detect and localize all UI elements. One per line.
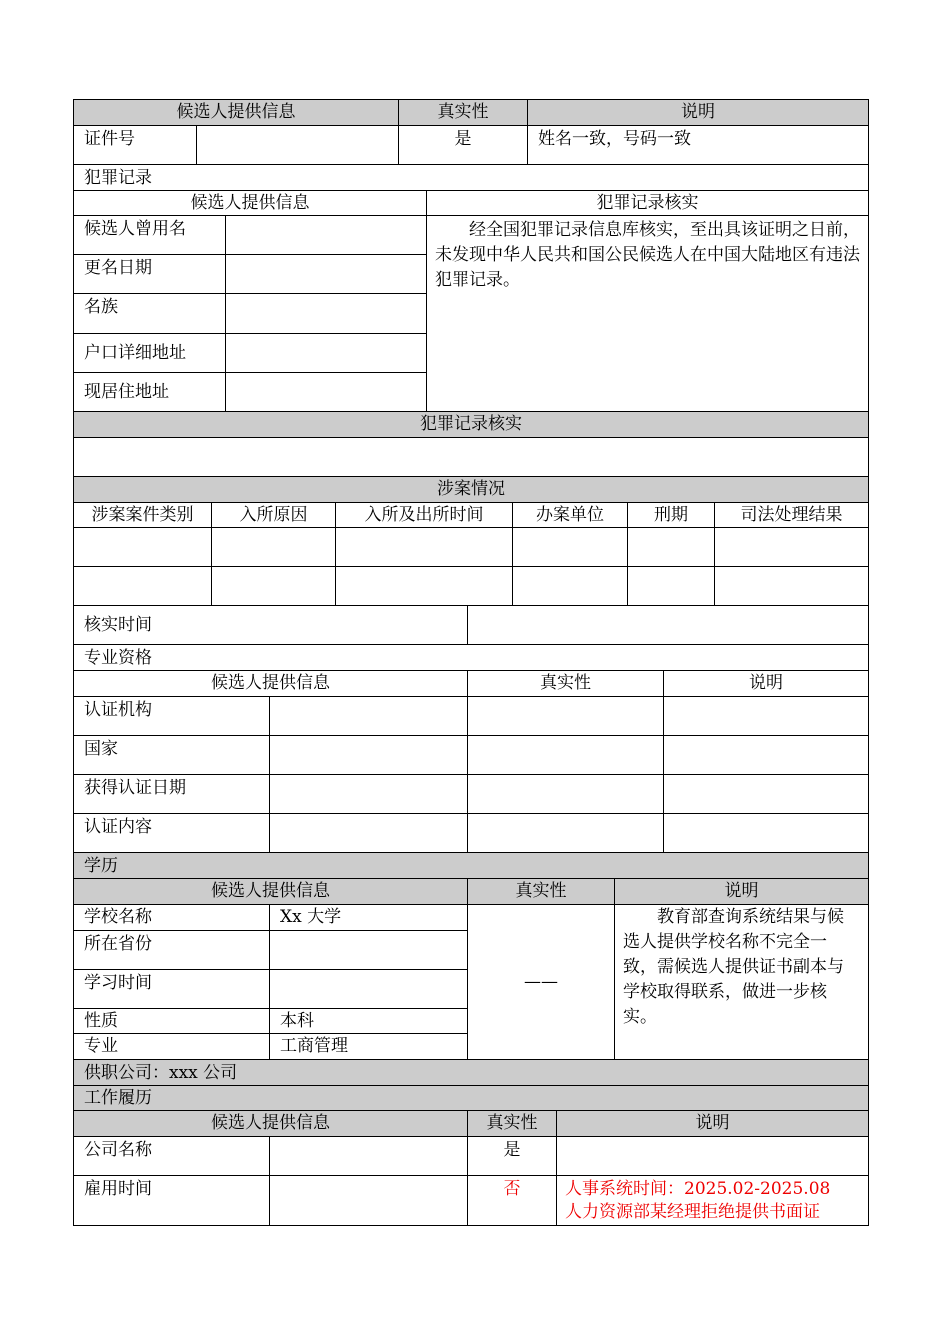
qualification-header-provided: 候选人提供信息 [73,670,468,697]
qualification-title: 专业资格 [73,644,869,671]
cert-content-note [663,813,869,853]
id-authenticity: 是 [398,125,528,165]
employment-period-authenticity: 否 [467,1175,557,1226]
cert-content-value [269,813,468,853]
education-title: 学历 [73,852,869,879]
ethnicity-value [225,293,427,334]
cert-authority-note [663,696,869,736]
cert-country-authenticity [467,735,664,775]
case-row-2-category [73,566,212,606]
id-note: 姓名一致，号码一致 [527,125,869,165]
case-row-2-sentence [627,566,715,606]
company-name-note [556,1136,869,1176]
case-row-2-reason [211,566,336,606]
case-row-1-unit [512,527,628,567]
identity-header-provided: 候选人提供信息 [73,99,399,126]
criminal-verification-text: 经全国犯罪记录信息库核实，至出具该证明之日前，未发现中华人民共和国公民候选人在中国大陆地区有违法犯罪记录。 [426,215,869,412]
case-involvement-title: 涉案情况 [73,476,869,503]
criminal-verify-bar: 犯罪记录核实 [73,411,869,438]
cert-authority-authenticity [467,696,664,736]
cert-date-note [663,774,869,814]
criminal-header-verify: 犯罪记录核实 [426,190,869,216]
province-value [269,930,468,970]
case-row-1-result [714,527,869,567]
study-period-value [269,969,468,1009]
cert-authority-value [269,696,468,736]
province-label: 所在省份 [73,930,270,970]
rename-date-label: 更名日期 [73,254,226,294]
cert-date-value [269,774,468,814]
criminal-record-title: 犯罪记录 [73,164,869,191]
work-header-authenticity: 真实性 [467,1110,557,1137]
education-header-note: 说明 [614,878,869,905]
current-address-label: 现居住地址 [73,372,226,412]
cert-country-value [269,735,468,775]
identity-header-note: 说明 [527,99,869,126]
education-header-provided: 候选人提供信息 [73,878,468,905]
employment-period-label: 雇用时间 [73,1175,270,1226]
education-authenticity-text: —— [524,972,558,992]
ethnicity-label: 名族 [73,293,226,334]
employer-bar: 供职公司：xxx 公司 [73,1059,869,1086]
major-value: 工商管理 [269,1033,468,1060]
work-header-note: 说明 [556,1110,869,1137]
criminal-verify-content [73,437,869,477]
cert-country-note [663,735,869,775]
cert-date-label: 获得认证日期 [73,774,270,814]
case-col-unit: 办案单位 [512,502,628,528]
household-address-value [225,333,427,373]
case-row-2-time [335,566,513,606]
employment-note-line-2: 人力资源部某经理拒绝提供书面证 [565,1202,820,1222]
id-number-value [196,125,399,165]
rename-date-value [225,254,427,294]
cert-authority-label: 认证机构 [73,696,270,736]
education-authenticity [467,904,615,1060]
cert-content-label: 认证内容 [73,813,270,853]
qualification-header-note: 说明 [663,670,869,697]
case-row-2-unit [512,566,628,606]
case-col-time: 入所及出所时间 [335,502,513,528]
identity-header-authenticity: 真实性 [398,99,528,126]
id-number-label: 证件号 [73,125,197,165]
household-address-label: 户口详细地址 [73,333,226,373]
current-address-value [225,372,427,412]
major-label: 专业 [73,1033,270,1060]
case-col-category: 涉案案件类别 [73,502,212,528]
verify-time-value [467,605,869,645]
criminal-header-provided: 候选人提供信息 [73,190,427,216]
former-name-value [225,215,427,255]
case-row-1-category [73,527,212,567]
case-col-sentence: 刑期 [627,502,715,528]
case-row-2-result [714,566,869,606]
work-history-title: 工作履历 [73,1085,869,1111]
education-header-authenticity: 真实性 [467,878,615,905]
former-name-label: 候选人曾用名 [73,215,226,255]
employment-period-value [269,1175,468,1226]
cert-country-label: 国家 [73,735,270,775]
cert-content-authenticity [467,813,664,853]
verify-time-label: 核实时间 [73,605,468,645]
case-col-reason: 入所原因 [211,502,336,528]
cert-date-authenticity [467,774,664,814]
school-name-label: 学校名称 [73,904,270,931]
case-row-1-time [335,527,513,567]
qualification-header-authenticity: 真实性 [467,670,664,697]
degree-type-value: 本科 [269,1008,468,1034]
case-row-1-sentence [627,527,715,567]
study-period-label: 学习时间 [73,969,270,1009]
employment-period-note [556,1175,869,1226]
school-name-value: Xx 大学 [269,904,468,931]
case-row-1-reason [211,527,336,567]
education-note: 教育部查询系统结果与候选人提供学校名称不完全一致，需候选人提供证书副本与学校取得联系，做进一步核实。 [614,904,869,1060]
case-col-result: 司法处理结果 [714,502,869,528]
work-header-provided: 候选人提供信息 [73,1110,468,1137]
company-name-authenticity: 是 [467,1136,557,1176]
company-name-label: 公司名称 [73,1136,270,1176]
employment-note-line-1: 人事系统时间：2025.02-2025.08 [565,1179,831,1199]
company-name-value [269,1136,468,1176]
degree-type-label: 性质 [73,1008,270,1034]
